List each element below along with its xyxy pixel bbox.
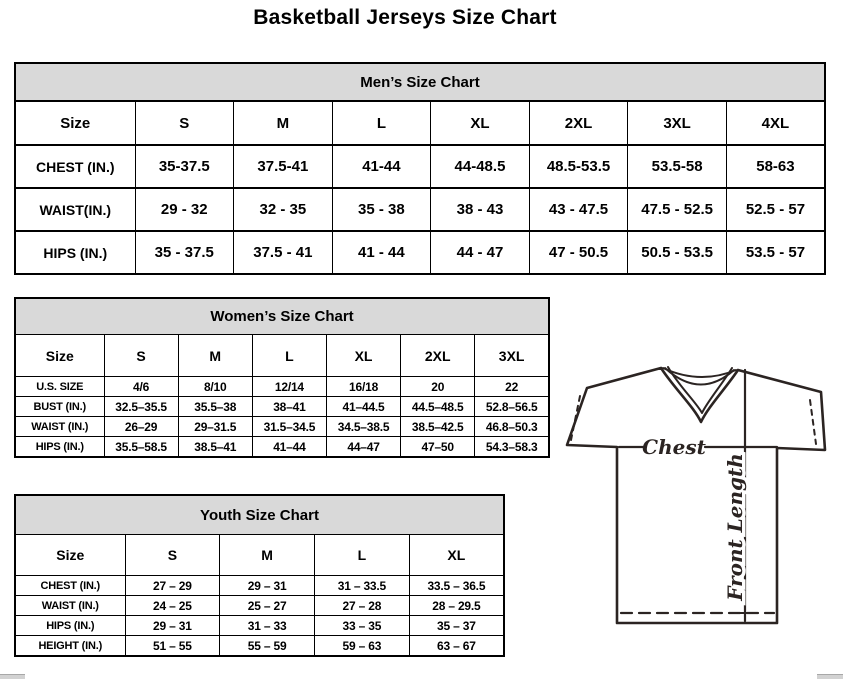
table-cell: 41–44 [252,437,326,458]
table-cell: 47–50 [401,437,475,458]
row-label: HIPS (IN.) [15,616,125,636]
row-label: HIPS (IN.) [15,231,135,274]
column-header: Size [15,335,104,377]
column-header: 2XL [401,335,475,377]
jersey-diagram [555,355,843,635]
table-cell: 54.3–58.3 [475,437,549,458]
table-cell: 26–29 [104,417,178,437]
column-header: S [135,101,234,145]
table-cell: 35-37.5 [135,145,234,188]
jersey-outline [567,368,825,623]
front-length-label: Front Length [723,453,747,601]
row-label: BUST (IN.) [15,397,104,417]
table-cell: 8/10 [178,377,252,397]
table-cell: 44.5–48.5 [401,397,475,417]
table-row [15,188,825,231]
column-header: 2XL [529,101,628,145]
table-cell: 12/14 [252,377,326,397]
table-cell: 33.5 – 36.5 [409,576,504,596]
column-header: XL [326,335,400,377]
edge-fragment [817,674,843,679]
table-cell: 41 - 44 [332,231,431,274]
table-row [15,298,549,335]
table-cell: 53.5-58 [628,145,727,188]
table-cell: 27 – 29 [125,576,220,596]
column-header: 3XL [628,101,727,145]
table-row [15,231,825,274]
table-cell: 63 – 67 [409,636,504,657]
column-header: S [104,335,178,377]
table-cell: 47.5 - 52.5 [628,188,727,231]
table-cell: 31 – 33.5 [315,576,410,596]
column-header: L [315,535,410,576]
row-label: WAIST (IN.) [15,596,125,616]
table-cell: 51 – 55 [125,636,220,657]
column-header: L [252,335,326,377]
row-label: HEIGHT (IN.) [15,636,125,657]
table-cell: 52.8–56.5 [475,397,549,417]
table-cell: 50.5 - 53.5 [628,231,727,274]
table-cell: 20 [401,377,475,397]
table-cell: 43 - 47.5 [529,188,628,231]
table-cell: 59 – 63 [315,636,410,657]
table-row [15,417,549,437]
table-cell: 31 – 33 [220,616,315,636]
table-cell: 48.5-53.5 [529,145,628,188]
row-label: CHEST (IN.) [15,145,135,188]
table-row [15,145,825,188]
table-cell: 34.5–38.5 [326,417,400,437]
column-header: 3XL [475,335,549,377]
table-cell: 35.5–58.5 [104,437,178,458]
table-cell: 32.5–35.5 [104,397,178,417]
mens-size-table [14,62,826,275]
table-cell: 53.5 - 57 [726,231,825,274]
table-cell: 35 - 38 [332,188,431,231]
table-cell: 55 – 59 [220,636,315,657]
page-title: Basketball Jerseys Size Chart [253,6,557,29]
table-row [15,63,825,101]
table-cell: 35 – 37 [409,616,504,636]
table-cell: 35 - 37.5 [135,231,234,274]
table-row [15,576,504,596]
table-cell: 37.5-41 [234,145,333,188]
table-cell: 16/18 [326,377,400,397]
table-row [15,495,504,535]
table-cell: 29 – 31 [125,616,220,636]
table-cell: 28 – 29.5 [409,596,504,616]
column-header: XL [431,101,530,145]
column-header: Size [15,535,125,576]
table-row [15,535,504,576]
table-row [15,397,549,417]
table-cell: 32 - 35 [234,188,333,231]
chest-label: Chest [642,435,706,459]
table-cell: 27 – 28 [315,596,410,616]
edge-fragment [0,674,25,679]
row-label: WAIST(IN.) [15,188,135,231]
column-header: S [125,535,220,576]
column-header: Size [15,101,135,145]
row-label: U.S. SIZE [15,377,104,397]
table-cell: 25 – 27 [220,596,315,616]
table-row [15,335,549,377]
table-cell: 38.5–42.5 [401,417,475,437]
table-cell: 4/6 [104,377,178,397]
column-header: M [220,535,315,576]
table-cell: 44-48.5 [431,145,530,188]
table-row [15,636,504,657]
column-header: M [234,101,333,145]
table-cell: 29 - 32 [135,188,234,231]
column-header: 4XL [726,101,825,145]
table-cell: 47 - 50.5 [529,231,628,274]
column-header: M [178,335,252,377]
table-cell: 41-44 [332,145,431,188]
table-row [15,616,504,636]
row-label: CHEST (IN.) [15,576,125,596]
column-header: XL [409,535,504,576]
table-cell: 24 – 25 [125,596,220,616]
table-cell: 37.5 - 41 [234,231,333,274]
womens-table-title: Women’s Size Chart [15,298,549,335]
table-cell: 44–47 [326,437,400,458]
table-row [15,437,549,458]
table-cell: 29–31.5 [178,417,252,437]
table-row [15,377,549,397]
table-cell: 38–41 [252,397,326,417]
table-row [15,101,825,145]
table-cell: 33 – 35 [315,616,410,636]
table-cell: 46.8–50.3 [475,417,549,437]
table-cell: 44 - 47 [431,231,530,274]
row-label: HIPS (IN.) [15,437,104,458]
table-cell: 31.5–34.5 [252,417,326,437]
table-cell: 22 [475,377,549,397]
table-cell: 35.5–38 [178,397,252,417]
mens-table-title: Men’s Size Chart [15,63,825,101]
table-row [15,596,504,616]
womens-size-table [14,297,550,458]
row-label: WAIST (IN.) [15,417,104,437]
table-cell: 41–44.5 [326,397,400,417]
youth-size-table [14,494,505,657]
table-cell: 52.5 - 57 [726,188,825,231]
youth-table-title: Youth Size Chart [15,495,504,535]
table-cell: 38 - 43 [431,188,530,231]
table-cell: 29 – 31 [220,576,315,596]
table-cell: 58-63 [726,145,825,188]
column-header: L [332,101,431,145]
table-cell: 38.5–41 [178,437,252,458]
